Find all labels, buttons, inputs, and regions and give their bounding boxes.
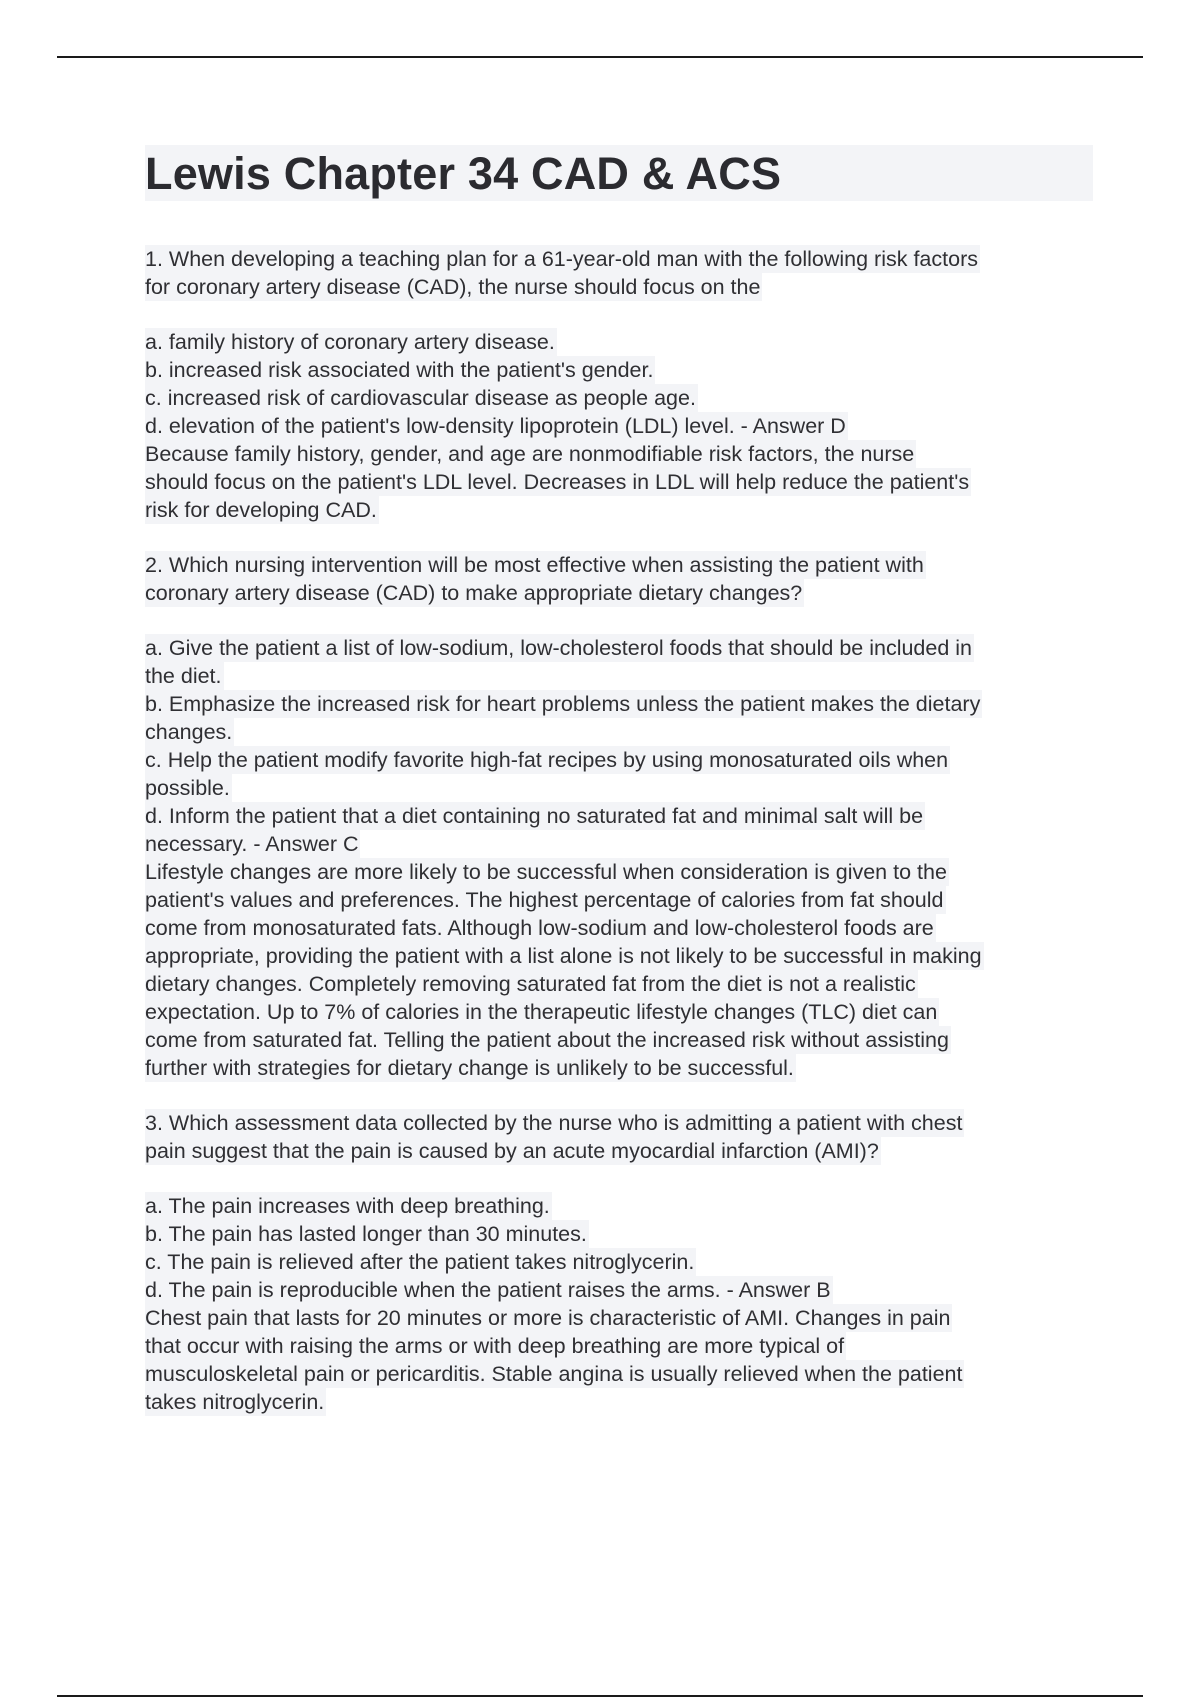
- explanation-line: Because family history, gender, and age are nonmodifiable risk factors, the nurse: [145, 442, 915, 466]
- explanation-line: come from monosaturated fats. Although low-sodium and low-cholesterol foods are: [145, 916, 934, 940]
- stem-line: 1. When developing a teaching plan for a 61-year-old man with the following risk factors: [145, 247, 978, 271]
- explanation-line: Chest pain that lasts for 20 minutes or more is characteristic of AMI. Changes in pain: [145, 1306, 951, 1330]
- option-line: c. The pain is relieved after the patient takes nitroglycerin.: [145, 1250, 695, 1274]
- document-body: [145, 145, 1093, 1416]
- answer-line: d. elevation of the patient's low-density lipoprotein (LDL) level. - Answer D: [145, 414, 846, 438]
- option-line: d. Inform the patient that a diet containing no saturated fat and minimal salt will be: [145, 804, 924, 828]
- stem-line: for coronary artery disease (CAD), the nurse should focus on the: [145, 275, 761, 299]
- explanation-line: further with strategies for dietary change is unlikely to be successful.: [145, 1056, 794, 1080]
- explanation-line: that occur with raising the arms or with deep breathing are more typical of: [145, 1334, 845, 1358]
- explanation-line: expectation. Up to 7% of calories in the therapeutic lifestyle changes (TLC) diet can: [145, 1000, 938, 1024]
- explanation-line: takes nitroglycerin.: [145, 1390, 325, 1414]
- stem-line: 3. Which assessment data collected by the nurse who is admitting a patient with chest: [145, 1111, 963, 1135]
- option-line: b. Emphasize the increased risk for heart problems unless the patient makes the dietary: [145, 692, 981, 716]
- option-line: possible.: [145, 776, 230, 800]
- explanation-line: patient's values and preferences. The highest percentage of calories from fat should: [145, 888, 944, 912]
- stem-line: coronary artery disease (CAD) to make appropriate dietary changes?: [145, 581, 803, 605]
- option-line: c. Help the patient modify favorite high-fat recipes by using monosaturated oils when: [145, 748, 949, 772]
- stem-line: 2. Which nursing intervention will be most effective when assisting the patient with: [145, 553, 924, 577]
- question-1-stem: [145, 245, 1093, 301]
- stem-line: pain suggest that the pain is caused by an acute myocardial infarction (AMI)?: [145, 1139, 879, 1163]
- question-2-stem: [145, 551, 1093, 607]
- explanation-line: musculoskeletal pain or pericarditis. Stable angina is usually relieved when the patient: [145, 1362, 963, 1386]
- question-2-options: [145, 634, 1093, 1082]
- option-line: a. Give the patient a list of low-sodium, low-cholesterol foods that should be included in: [145, 636, 973, 660]
- explanation-line: dietary changes. Completely removing saturated fat from the diet is not a realistic: [145, 972, 916, 996]
- option-line: changes.: [145, 720, 233, 744]
- answer-line: necessary. - Answer C: [145, 832, 359, 856]
- option-line: c. increased risk of cardiovascular disease as people age.: [145, 386, 696, 410]
- question-3-stem: [145, 1109, 1093, 1165]
- explanation-line: Lifestyle changes are more likely to be successful when consideration is given to the: [145, 860, 947, 884]
- answer-line: d. The pain is reproducible when the patient raises the arms. - Answer B: [145, 1278, 831, 1302]
- question-3-options: [145, 1192, 1093, 1416]
- question-2: [145, 551, 1093, 1082]
- option-line: a. family history of coronary artery disease.: [145, 330, 555, 354]
- bottom-rule: [57, 1695, 1143, 1697]
- question-1: [145, 245, 1093, 524]
- explanation-line: appropriate, providing the patient with a list alone is not likely to be successful in making: [145, 944, 982, 968]
- question-1-options: [145, 328, 1093, 524]
- option-line: the diet.: [145, 664, 222, 688]
- option-line: b. increased risk associated with the patient's gender.: [145, 358, 654, 382]
- option-line: b. The pain has lasted longer than 30 minutes.: [145, 1222, 587, 1246]
- top-rule: [57, 56, 1143, 58]
- explanation-line: come from saturated fat. Telling the patient about the increased risk without assisting: [145, 1028, 949, 1052]
- explanation-line: risk for developing CAD.: [145, 498, 377, 522]
- document-title: Lewis Chapter 34 CAD & ACS: [145, 145, 1093, 201]
- option-line: a. The pain increases with deep breathing.: [145, 1194, 550, 1218]
- question-3: [145, 1109, 1093, 1416]
- explanation-line: should focus on the patient's LDL level. Decreases in LDL will help reduce the patient's: [145, 470, 970, 494]
